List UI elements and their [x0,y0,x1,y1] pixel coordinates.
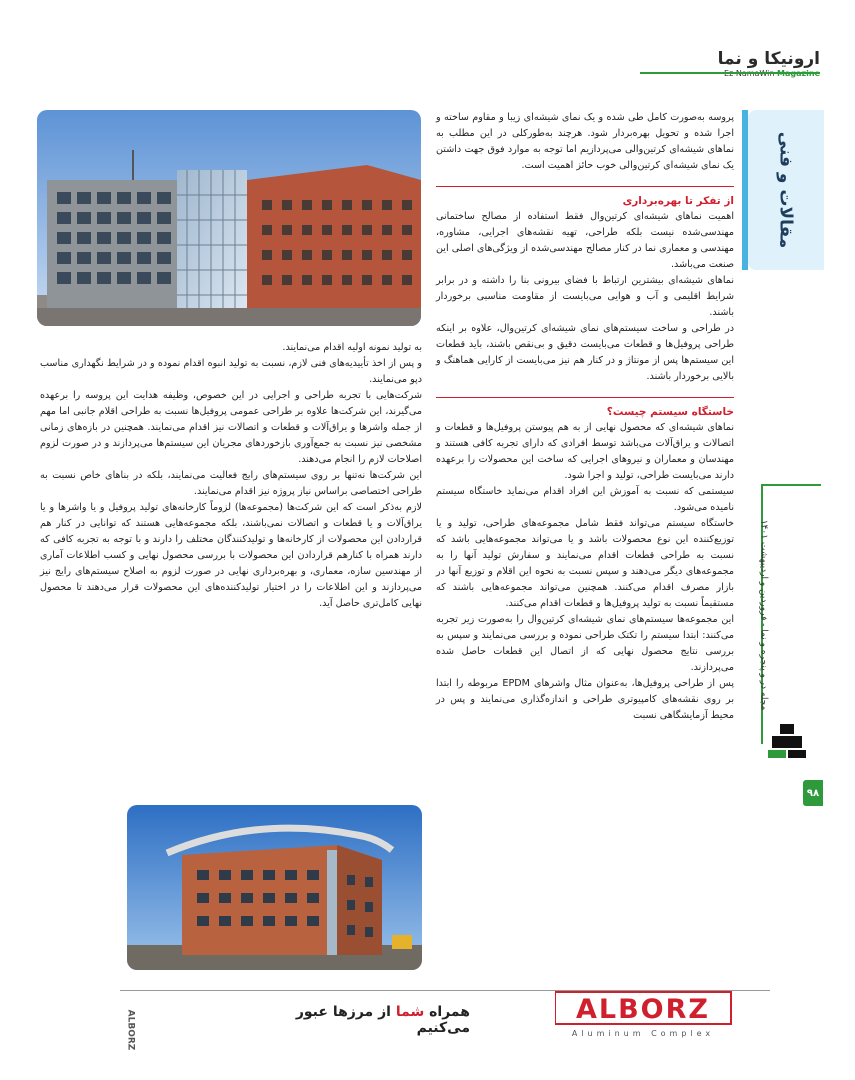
paragraph: در طراحی و ساخت سیستم‌های نمای شیشه‌ای کرتین‌وال، علاوه بر اینکه طراحی پروفیل‌ها و قطعات می‌بایست دقیق و بی‌نقص باشند، باید قطعات این سیستم‌ها پس از مونتاژ و در کنار هم نیز می‌بایست از کارایی هماهنگ و بالایی برخوردار باشند. [436,323,734,382]
section-tab-label: مقالات و فنی [775,131,795,249]
logo-persian: ارونیکا و نما [717,49,820,69]
paragraph: اهمیت نماهای شیشه‌ای کرتین‌وال فقط استفاده از مصالح ساختمانی مهندسی‌شده نیست بلکه طراحی، تهیه نقشه‌های اجرایی، مشاوره، مهندسی و معماری نما در کنار مصالح مهندسی‌شده از ویژگی‌های اصلی این صنعت می‌باشد. [436,211,734,270]
alborz-logo-text: ALBORZ [575,994,711,1025]
paragraph: خاستگاه سیستم می‌تواند فقط شامل مجموعه‌های طراحی، تولید و یا توزیع‌کننده این نوع محصولات باشد و یا می‌تواند مجموعه‌هایی باشد که نسبت به طراحی قطعات اقدام می‌نمایند و سفارش تولید آنها را به مجموعه‌های دیگر می‌دهند و سپس نسبت به نحوه این اقلام و توزیع آنها در بازار مصرف اقدام می‌کنند. همچنین می‌تواند مجموعه‌هایی باشند که مستقیماً نسبت به تولید پروفیل‌ها و قطعات اقدام می‌کنند. [436,518,734,609]
side-meta-wrap [748,480,778,750]
magazine-logo [640,50,820,80]
paragraph: پس از طراحی پروفیل‌ها، به‌عنوان مثال واشرهای EPDM مربوطه را ابتدا بر روی نقشه‌های کامپیوتری طراحی و اندازه‌گذاری می‌نمایند و پس در محیط آزمایشگاهی نسبت [436,678,734,721]
paragraph: نماهای شیشه‌ای که محصول نهایی از به هم پیوستن پروفیل‌ها و قطعات و اتصالات و یراق‌آلات می‌باشد توسط افرادی که دارای تجربه کافی هستند و مهندسان و معماران و نیروهای اجرایی که ساخت این محصولات را برعهده دارند می‌بایست طراحی، تولید و اجرا شود. [436,422,734,481]
paragraph: این شرکت‌ها نه‌تنها بر روی سیستم‌های رایج فعالیت می‌نمایند، بلکه در بناهای خاص نسبت به طراحی اختصاصی براساس نیاز پروژه نیز اقدام می‌نمایند. [40,470,422,497]
slogan-highlight: شما [395,1004,425,1020]
paragraph: نماهای شیشه‌ای بیشترین ارتباط با فضای بیرونی بنا را داشته و در برابر شرایط اقلیمی و آب و هوایی می‌بایست از مقاومت مناسبی برخوردار باشند. [436,275,734,318]
footer-brand-vertical-wrap [122,1000,138,1060]
alborz-logo [555,990,735,1040]
paragraph: به تولید نمونه اولیه اقدام می‌نمایند. [282,342,422,353]
section-divider [436,397,734,398]
footer-slogan [240,1004,470,1036]
section-divider [436,186,734,187]
paragraph: این مجموعه‌ها سیستم‌های نمای شیشه‌ای کرتین‌وال را به‌صورت زیر تجربه می‌کنند: ابتدا سیستم را تکتک طراحی نموده و بررسی می‌نمایند و سپس به بررسی نتایج محصول نهایی که از اتصال این قطعات حاصل شده می‌پردازند. [436,614,734,673]
logo-underline [640,72,820,74]
paragraph: شرکت‌هایی با تجربه طراحی و اجرایی در این خصوص، وظیفه هدایت این پروسه را برعهده می‌گیرند، این شرکت‌ها علاوه بر طراحی عمومی پروفیل‌ها نسبت به طراحی اقلام جانبی اما مهم از جمله واشرها و یراق‌آلات و قطعات و اتصالات نیز اقدام می‌نمایند. همچنین در بازه‌های زمانی مشخصی نیز نسبت به جمع‌آوری بازخوردهای مجریان این سیستم‌ها می‌پردازند و در صورت لزوم اصلاحات لازم را انجام می‌دهند. [40,390,422,465]
footer-brand-vertical: ALBORZ [125,1009,136,1051]
section-tab-label-wrap [740,110,830,270]
intro-paragraph: پروسه به‌صورت کامل طی شده و یک نمای شیشه‌ای زیبا و مقاوم ساخته و اجرا شده و تحویل بهره‌بردار شود. هرچند به‌طورکلی در این مطلب به نماهای شیشه‌ای کرتین‌والی می‌پردازیم اما توجه به موارد فوق جهت داشتن یک نمای شیشه‌ای کرتین‌والی خوب حائز اهمیت است. [436,112,734,171]
text-column-right [436,110,734,724]
text-column-left [40,340,422,612]
section-heading: خاستگاه سیستم چیست؟ [606,406,734,418]
paragraph: و پس از اخذ تأییدیه‌های فنی لازم، نسبت به تولید انبوه اقدام نموده و در شرایط نگهداری مناسب دپو می‌نمایند. [40,358,422,385]
building-photo-bottom [127,805,422,970]
building-photo-top [37,110,421,326]
slogan-pre: همراه [424,1004,470,1020]
alborz-logo-subtext: Aluminum Complex [571,1029,715,1038]
side-meta-text: مجله در و پنجره و نما - فروردین و اردیبهشت ۱۴۰۱ [758,519,769,711]
side-logo-icon [766,722,808,762]
paragraph: سیستمی که نسبت به آموزش این افراد اقدام می‌نماید خاستگاه سیستم نامیده می‌شود. [436,486,734,513]
slogan-post: از مرزها عبور می‌کنیم [295,1004,470,1036]
page-number: ۹۸ [803,780,823,806]
section-heading: از تفکر تا بهره‌برداری [622,195,734,207]
paragraph: لازم به‌ذکر است که این شرکت‌ها (مجموعه‌ها) لزوماً کارخانه‌های تولید پروفیل و یا واشرها و یا یراق‌آلات و یا قطعات و اتصالات نمی‌باشند، بلکه مجموعه‌هایی هستند که توانایی در کنار هم قراردادن این محصولات از کارخانه‌ها و تولیدکنندگان مختلف را دارند و با توجه به تجربه کافی که دارند همراه با کنارهم قراردادن این محصولات با بررسی محصول نهایی و کسب اطلاعات آماری از مهندسین سازه، معماری، و بهره‌برداری نهایی در صورت لزوم به اصلاح سیستم‌های رایج نیز می‌پردازند و این اطلاعات را در اختیار تولیدکننده‌های این محصولات قرار می‌دهند تا محصول نهایی کامل‌تری حاصل آید. [40,502,422,609]
